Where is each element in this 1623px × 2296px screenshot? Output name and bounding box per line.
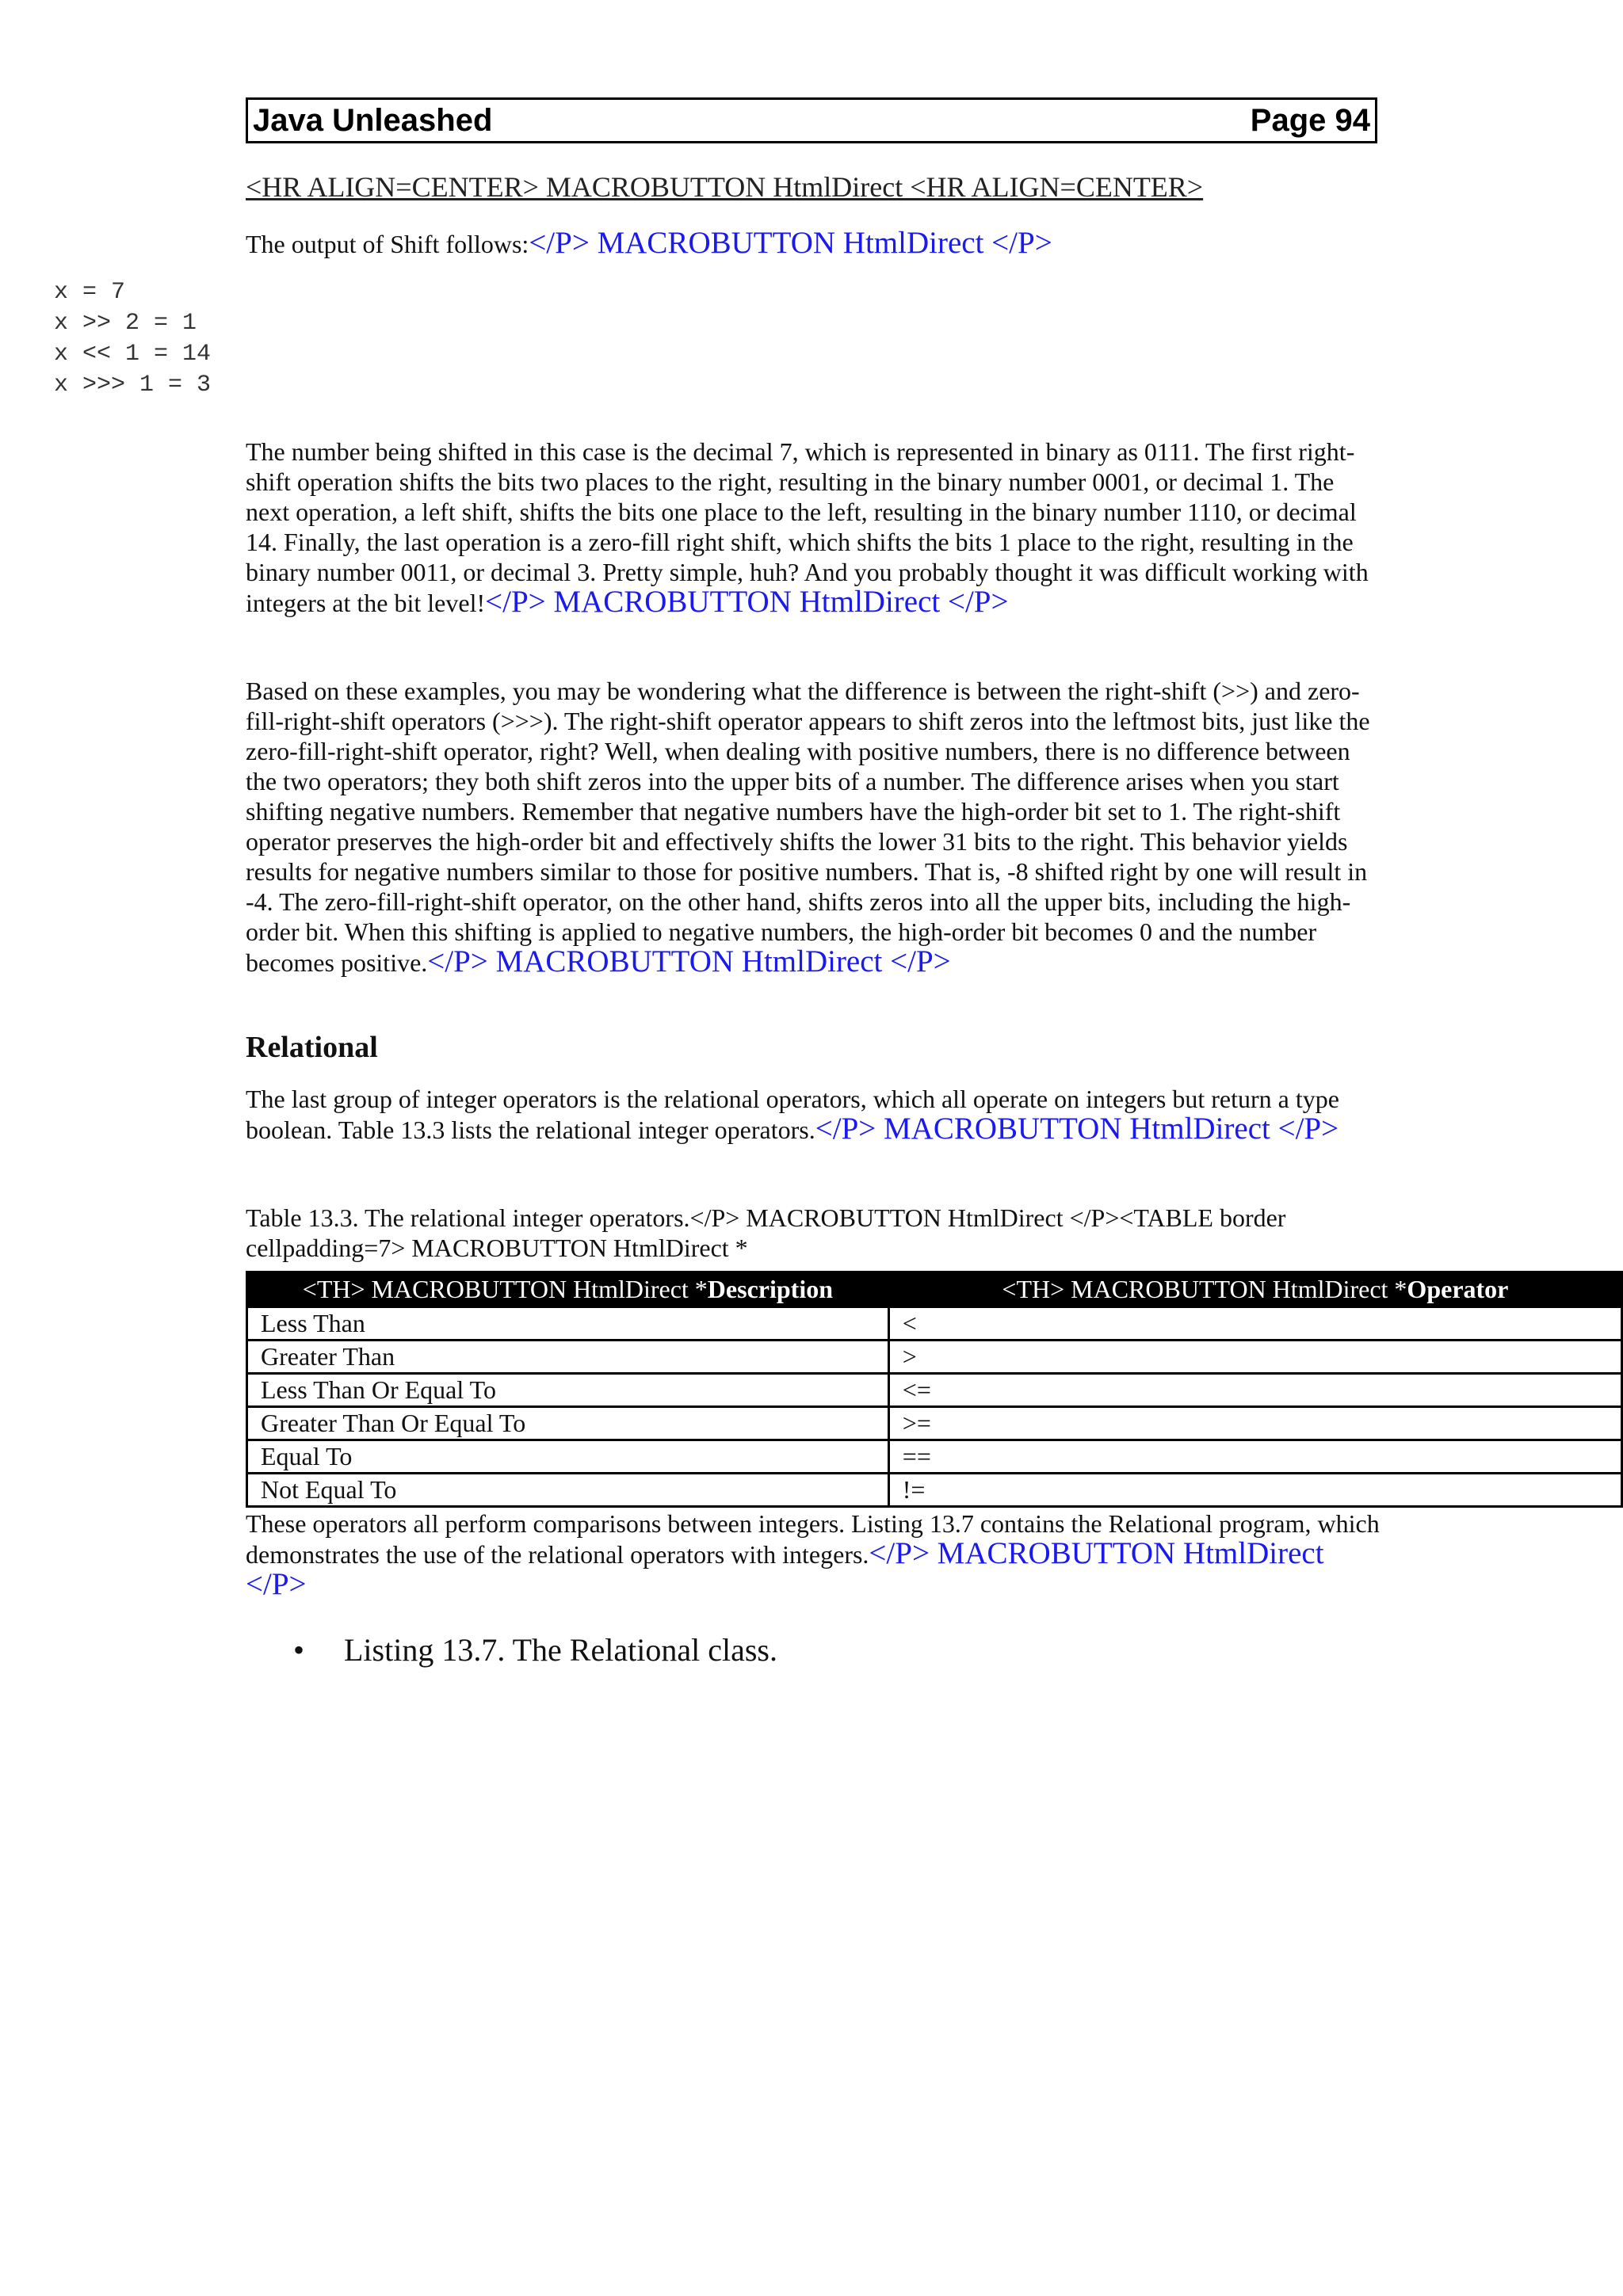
code-line: x >>> 1 = 3 <box>54 372 212 399</box>
comparison-paragraph <box>246 1508 1381 1600</box>
operator-cell: != <box>888 1474 1621 1507</box>
paragraph-text: The last group of integer operators is the relational operators, which all operate on integers but return a type boolean. Table 13.3 lists the relational integer operators. <box>246 1085 1339 1144</box>
table-row <box>247 1407 1622 1440</box>
table-row <box>247 1341 1622 1374</box>
hr-directive: <HR ALIGN=CENTER> MACROBUTTON HtmlDirect <HR ALIGN=CENTER> <box>246 171 1204 202</box>
table-caption: Table 13.3. The relational integer operators.</P> MACROBUTTON HtmlDirect </P><TABLE border cellpadding=7> MACROBUTTON HtmlDirect * <box>246 1203 1286 1262</box>
header-prefix: <TH> MACROBUTTON HtmlDirect * <box>1002 1275 1407 1303</box>
shift-explanation-paragraph <box>246 437 1381 618</box>
page-header <box>246 97 1377 143</box>
operator-cell: == <box>888 1440 1621 1474</box>
description-column-header <box>247 1272 889 1307</box>
macro-link[interactable]: </P> MACROBUTTON HtmlDirect </P> <box>485 585 1009 619</box>
table-row <box>247 1374 1622 1407</box>
code-output <box>54 277 211 401</box>
description-cell: Less Than <box>247 1307 889 1341</box>
header-prefix: <TH> MACROBUTTON HtmlDirect * <box>302 1275 708 1303</box>
description-cell: Greater Than <box>247 1341 889 1374</box>
description-cell: Less Than Or Equal To <box>247 1374 889 1407</box>
listing-title: Listing 13.7. The Relational class. <box>344 1632 777 1668</box>
right-shift-paragraph <box>246 676 1381 978</box>
description-cell: Greater Than Or Equal To <box>247 1407 889 1440</box>
operator-cell: < <box>888 1307 1621 1341</box>
table-row <box>247 1307 1622 1341</box>
header-label: Operator <box>1407 1275 1509 1303</box>
description-cell: Equal To <box>247 1440 889 1474</box>
relational-intro-paragraph <box>246 1084 1381 1145</box>
table-row <box>247 1440 1622 1474</box>
code-line: x << 1 = 14 <box>54 341 212 368</box>
description-cell: Not Equal To <box>247 1474 889 1507</box>
operator-column-header <box>888 1272 1621 1307</box>
section-heading: Relational <box>246 1031 378 1064</box>
operator-cell: >= <box>888 1407 1621 1440</box>
relational-operators-table <box>246 1271 1623 1508</box>
paragraph-text: These operators all perform comparisons between integers. Listing 13.7 contains the Relational program, which demonstrates the use of the relational operators with integers. <box>246 1509 1380 1569</box>
macro-link[interactable]: </P> MACROBUTTON HtmlDirect </P> <box>815 1112 1339 1146</box>
paragraph-text: Based on these examples, you may be wondering what the difference is between the right-shift (>>) and zero-fill-right-shift operators (>>>). The right-shift operator appears to shift zeros into the leftmost bits, just like the zero-fill-right-shift operator, right? Well, when dealing with positive numbers, there is no difference between the two operators; they both shift zeros into the upper bits of a number. The difference arises when you start shifting negative numbers. Remember that negative numbers have the high-order bit set to 1. The right-shift operator preserves the high-order bit and effectively shifts the lower 31 bits to the right. This behavior yields results for negative numbers similar to those for positive numbers. That is, -8 shifted right by one will result in -4. The zero-fill-right-shift operator, on the other hand, shifts zeros into all the upper bits, including the high-order bit. When this shifting is applied to negative numbers, the high-order bit becomes 0 and the number becomes positive. <box>246 677 1370 977</box>
bullet-icon: • <box>293 1632 305 1668</box>
table-row <box>247 1474 1622 1507</box>
code-line: x = 7 <box>54 279 126 306</box>
page-number: Page 94 <box>1250 102 1370 138</box>
book-title: Java Unleashed <box>253 102 493 138</box>
listing-bullet <box>293 1630 777 1670</box>
macro-link[interactable]: </P> MACROBUTTON HtmlDirect </P> <box>246 1536 1324 1601</box>
macro-link[interactable]: </P> MACROBUTTON HtmlDirect </P> <box>427 944 951 978</box>
paragraph-text: The number being shifted in this case is the decimal 7, which is represented in binary as 0111. The first right-shift operation shifts the bits two places to the right, resulting in the binary number 0001, or decimal 1. The next operation, a left shift, shifts the bits one place to the left, resulting in the binary number 1110, or decimal 14. Finally, the last operation is a zero-fill right shift, which shifts the bits 1 place to the right, resulting in the binary number 0011, or decimal 3. Pretty simple, huh? And you probably thought it was difficult working with integers at the bit level! <box>246 437 1369 617</box>
macro-link[interactable]: </P> MACROBUTTON HtmlDirect </P> <box>529 226 1052 260</box>
output-intro-paragraph <box>246 228 1381 259</box>
table-header-row <box>247 1272 1622 1307</box>
operator-cell: <= <box>888 1374 1621 1407</box>
operator-cell: > <box>888 1341 1621 1374</box>
header-label: Description <box>707 1275 833 1303</box>
code-line: x >> 2 = 1 <box>54 310 197 337</box>
paragraph-text: The output of Shift follows: <box>246 230 529 258</box>
